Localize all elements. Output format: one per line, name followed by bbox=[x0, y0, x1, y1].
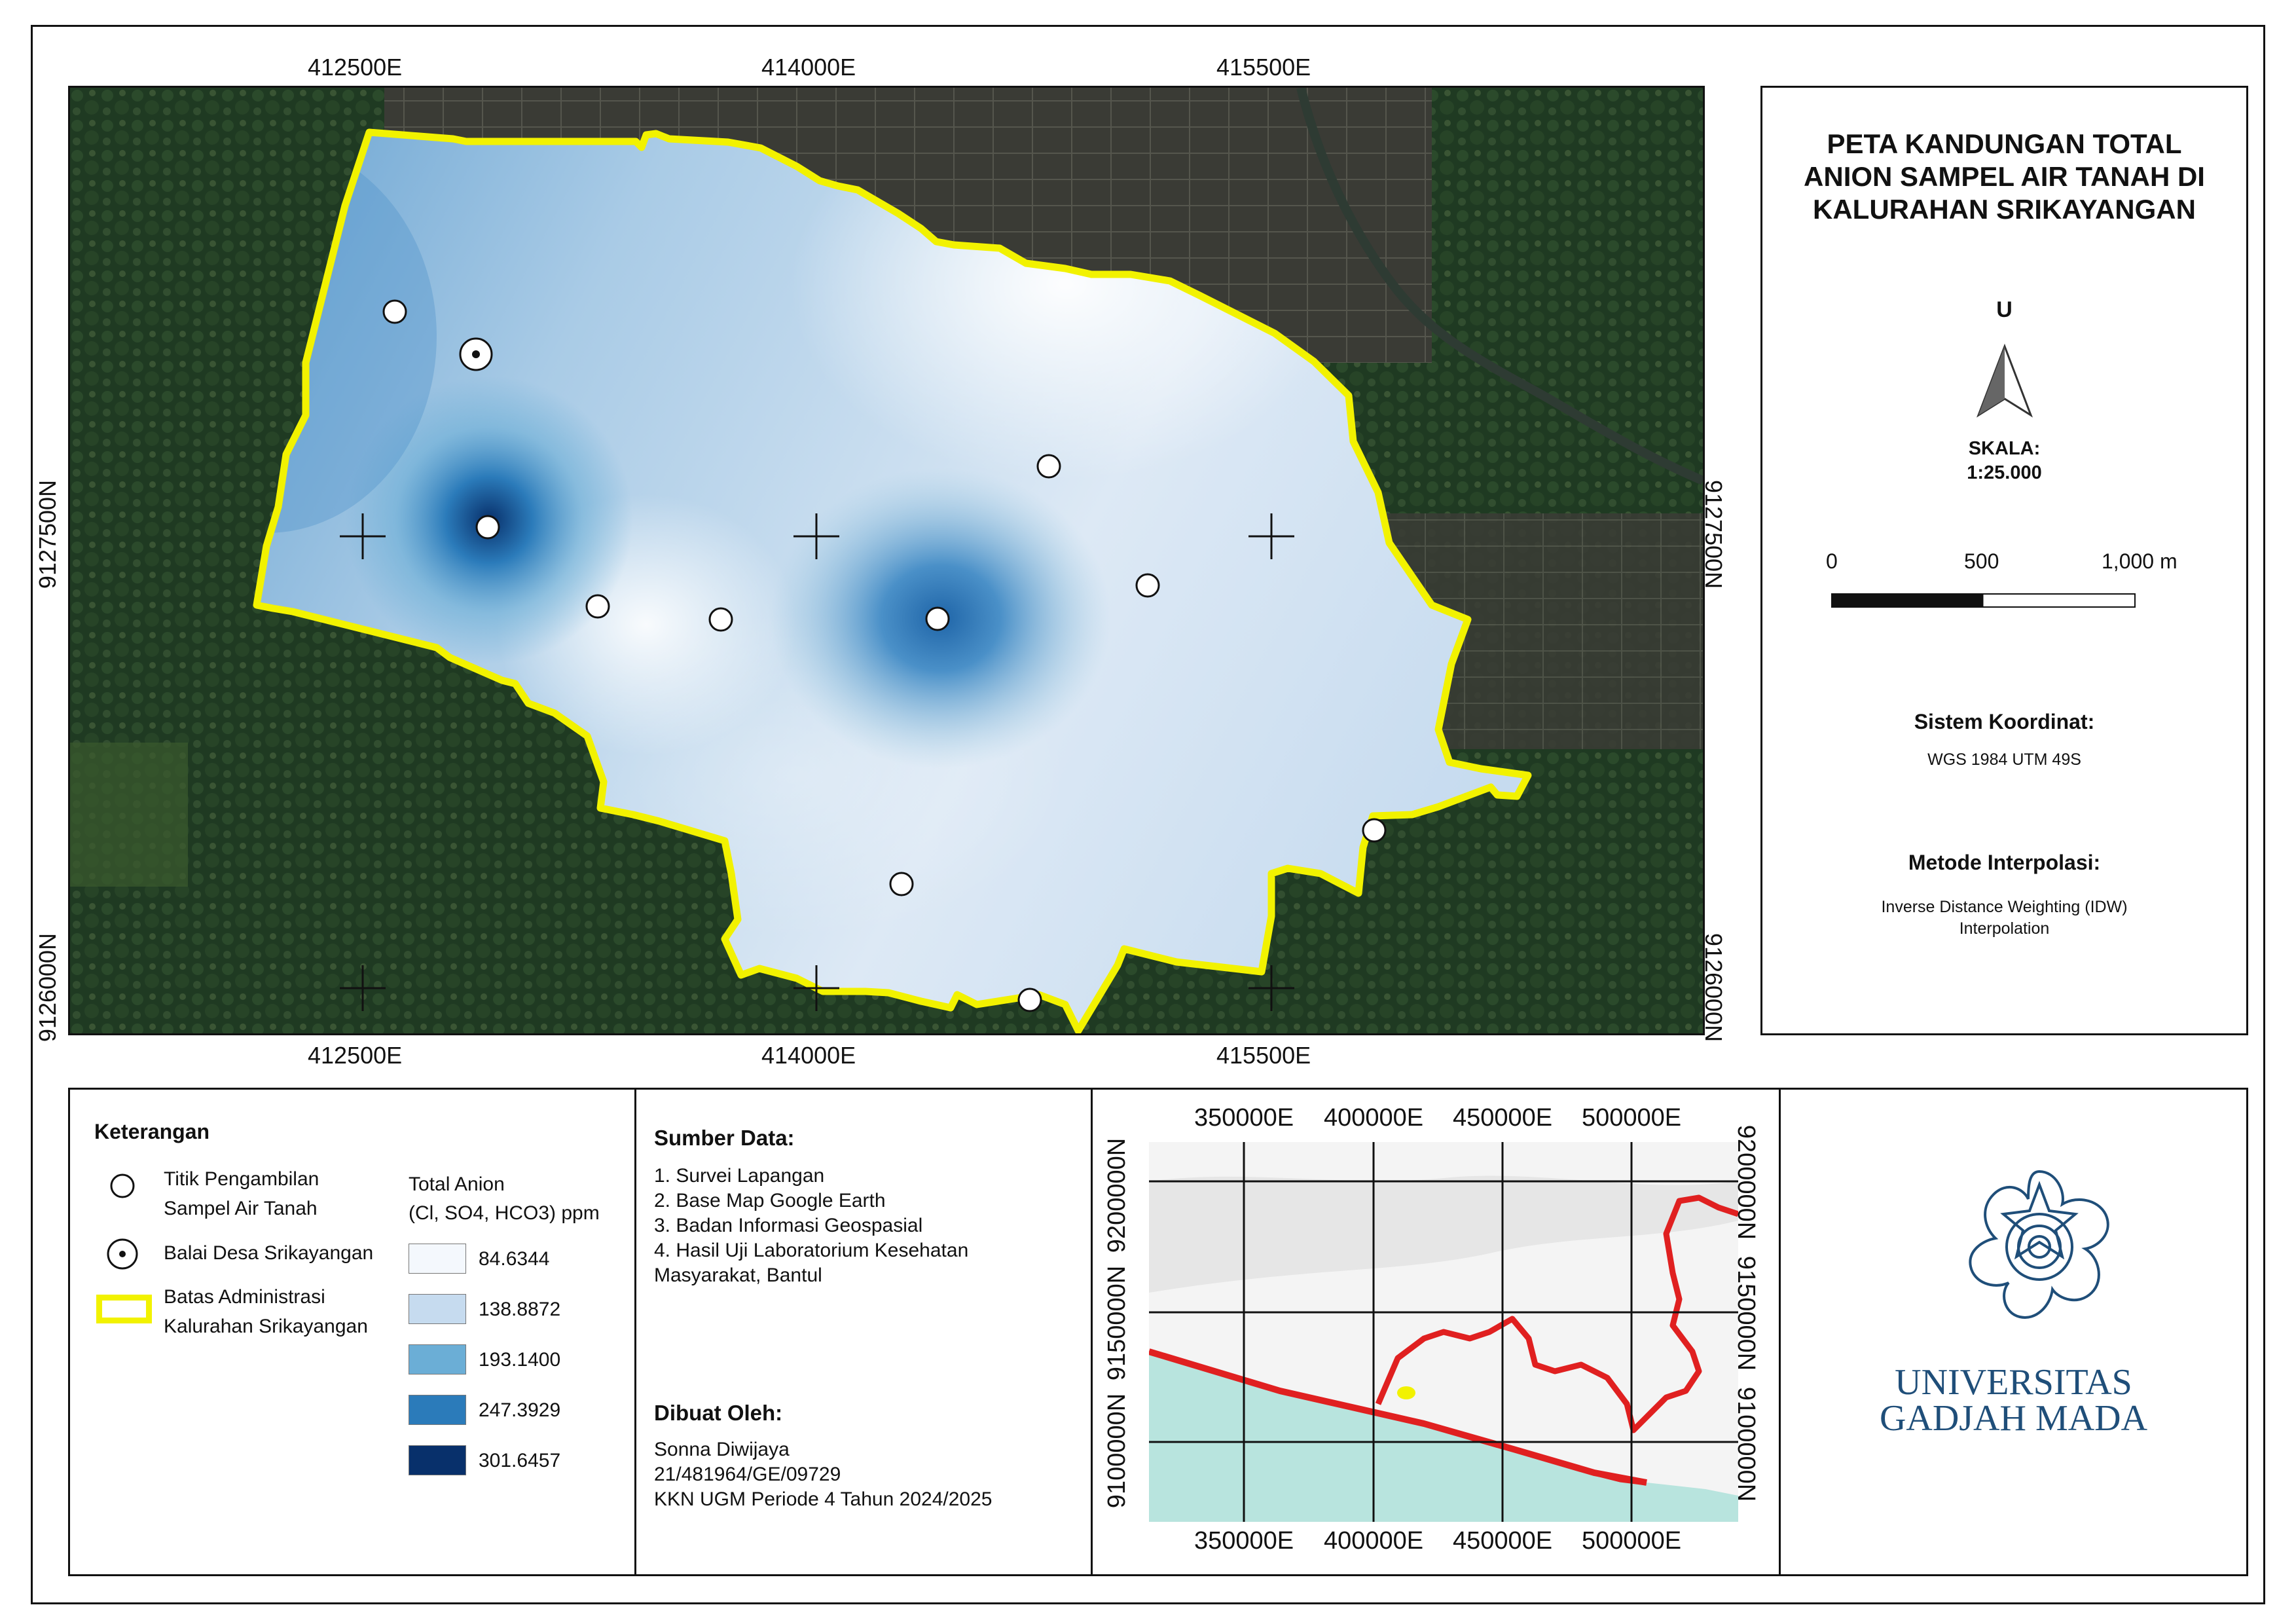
village-hall-point[interactable] bbox=[460, 339, 492, 370]
sample-point[interactable] bbox=[1137, 574, 1159, 597]
author-program: KKN UGM Periode 4 Tahun 2024/2025 bbox=[654, 1488, 993, 1510]
coord-left-1: 9127500N bbox=[34, 479, 62, 589]
north-label: U bbox=[1996, 297, 2013, 322]
method-line-2: Interpolation bbox=[1959, 919, 2050, 938]
coord-right-2: 9126000N bbox=[1700, 932, 1728, 1043]
legend-sample-line-2: Sampel Air Tanah bbox=[164, 1198, 318, 1219]
inset-bottom-4: 500000E bbox=[1582, 1527, 1682, 1555]
legend-sample-line-1: Titik Pengambilan bbox=[164, 1168, 319, 1190]
inset-right-1: 9200000N bbox=[1732, 1124, 1760, 1240]
sample-point[interactable] bbox=[1363, 819, 1385, 841]
title-panel bbox=[1760, 86, 2248, 1035]
crs-title: Sistem Koordinat: bbox=[1914, 710, 2095, 733]
source-item-1: 1. Survei Lapangan bbox=[654, 1165, 825, 1187]
source-item-2: 2. Base Map Google Earth bbox=[654, 1190, 886, 1211]
logo-line-1: UNIVERSITAS bbox=[1895, 1362, 2132, 1403]
method-title: Metode Interpolasi: bbox=[1908, 851, 2101, 874]
author-title: Dibuat Oleh: bbox=[654, 1401, 783, 1425]
inset-map bbox=[1149, 1142, 1738, 1522]
map-title-line-2: ANION SAMPEL AIR TANAH DI bbox=[1804, 161, 2205, 192]
legend-boundary-line-2: Kalurahan Srikayangan bbox=[164, 1316, 368, 1337]
inset-left-1: 9100000N bbox=[1103, 1393, 1131, 1509]
main-map-svg bbox=[70, 88, 1703, 1033]
class-swatch-1 bbox=[409, 1244, 466, 1274]
sample-point[interactable] bbox=[710, 608, 732, 631]
class-value-3: 193.1400 bbox=[479, 1349, 561, 1371]
scale-ratio: 1:25.000 bbox=[1967, 462, 2042, 483]
inset-top-1: 350000E bbox=[1194, 1104, 1294, 1132]
coord-top-1: 412500E bbox=[308, 54, 403, 81]
inset-bottom-1: 350000E bbox=[1194, 1527, 1294, 1555]
scalebar-tick-500: 500 bbox=[1964, 549, 1999, 573]
coord-right-1: 9127500N bbox=[1700, 479, 1728, 589]
sample-point[interactable] bbox=[890, 873, 913, 895]
sample-point[interactable] bbox=[1019, 989, 1041, 1011]
class-value-2: 138.8872 bbox=[479, 1299, 561, 1320]
inset-left-3: 9200000N bbox=[1103, 1137, 1131, 1253]
scalebar-tick-0: 0 bbox=[1826, 549, 1838, 573]
map-title-line-1: PETA KANDUNGAN TOTAL bbox=[1827, 128, 2182, 159]
scalebar bbox=[1831, 593, 2136, 608]
sample-point[interactable] bbox=[926, 608, 949, 630]
inset-top-2: 400000E bbox=[1324, 1104, 1424, 1132]
legend-panel bbox=[68, 1088, 636, 1576]
anion-title-line-2: (Cl, SO4, HCO3) ppm bbox=[409, 1202, 600, 1224]
class-value-4: 247.3929 bbox=[479, 1399, 561, 1421]
sample-point[interactable] bbox=[1038, 455, 1060, 477]
class-swatch-4 bbox=[409, 1395, 466, 1425]
north-arrow-icon bbox=[1975, 343, 2034, 422]
anion-class-list bbox=[70, 1090, 633, 1574]
coord-bottom-2: 414000E bbox=[761, 1042, 856, 1069]
source-item-4: 4. Hasil Uji Laboratorium Kesehatan bbox=[654, 1240, 969, 1261]
sample-point[interactable] bbox=[384, 301, 406, 323]
scale-title: SKALA: bbox=[1968, 438, 2041, 459]
source-item-3: 3. Badan Informasi Geospasial bbox=[654, 1215, 923, 1236]
sources-title: Sumber Data: bbox=[654, 1126, 795, 1150]
sample-point[interactable] bbox=[477, 516, 499, 538]
method-line-1: Inverse Distance Weighting (IDW) bbox=[1881, 898, 2128, 916]
map-title-line-3: KALURAHAN SRIKAYANGAN bbox=[1813, 194, 2196, 225]
class-value-5: 301.6457 bbox=[479, 1450, 561, 1471]
anion-title-line-1: Total Anion bbox=[409, 1173, 505, 1195]
author-name: Sonna Diwijaya bbox=[654, 1439, 790, 1460]
source-item-5: Masyarakat, Bantul bbox=[654, 1264, 822, 1286]
coord-top-2: 414000E bbox=[761, 54, 856, 81]
class-swatch-5 bbox=[409, 1445, 466, 1475]
main-map bbox=[68, 86, 1705, 1035]
inset-left-2: 9150000N bbox=[1103, 1265, 1131, 1381]
class-swatch-2 bbox=[409, 1294, 466, 1324]
class-swatch-3 bbox=[409, 1344, 466, 1375]
coord-top-3: 415500E bbox=[1216, 54, 1311, 81]
inset-top-4: 500000E bbox=[1582, 1104, 1682, 1132]
legend-village-hall: Balai Desa Srikayangan bbox=[164, 1242, 374, 1264]
coord-bottom-3: 415500E bbox=[1216, 1042, 1311, 1069]
inset-panel bbox=[1091, 1088, 1781, 1576]
ugm-emblem-icon bbox=[1958, 1165, 2121, 1329]
inset-kalurahan-marker bbox=[1397, 1386, 1415, 1399]
crs-value: WGS 1984 UTM 49S bbox=[1927, 750, 2081, 769]
legend-boundary-line-1: Batas Administrasi bbox=[164, 1286, 325, 1308]
inset-right-2: 9150000N bbox=[1732, 1255, 1760, 1371]
logo-panel bbox=[1779, 1088, 2248, 1576]
inset-bottom-3: 450000E bbox=[1453, 1527, 1553, 1555]
coord-bottom-1: 412500E bbox=[308, 1042, 403, 1069]
logo-line-2: GADJAH MADA bbox=[1879, 1398, 2148, 1439]
inset-right-3: 9100000N bbox=[1732, 1386, 1760, 1502]
coord-left-2: 9126000N bbox=[34, 932, 62, 1043]
author-id: 21/481964/GE/09729 bbox=[654, 1464, 841, 1485]
sources-panel bbox=[634, 1088, 1093, 1576]
inset-top-3: 450000E bbox=[1453, 1104, 1553, 1132]
legend-title: Keterangan bbox=[94, 1120, 210, 1143]
fields-southwest bbox=[70, 743, 188, 887]
class-value-1: 84.6344 bbox=[479, 1248, 550, 1270]
sample-point[interactable] bbox=[587, 595, 609, 618]
inset-bottom-2: 400000E bbox=[1324, 1527, 1424, 1555]
scalebar-tick-1000: 1,000 m bbox=[2102, 549, 2178, 573]
